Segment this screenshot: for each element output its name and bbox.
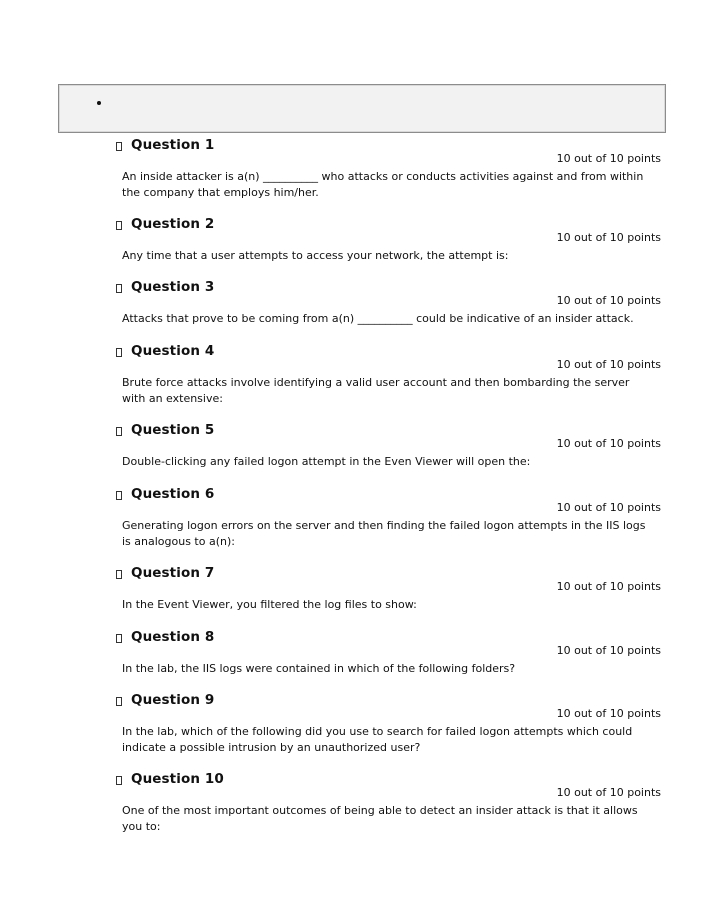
question-score: 10 out of 10 points [556,501,661,514]
question-score: 10 out of 10 points [556,707,661,720]
question-6 [116,486,662,550]
question-9 [116,692,662,756]
question-status-icon [116,634,122,643]
question-text: Any time that a user attempts to access your network, the attempt is: [122,249,509,262]
question-7 [116,565,662,613]
top-panel [58,84,666,133]
question-score: 10 out of 10 points [556,644,661,657]
question-title: Question 2 [131,216,215,232]
question-title: Question 9 [131,692,215,708]
question-status-icon [116,491,122,500]
question-status-icon [116,221,122,230]
question-4 [116,343,662,407]
question-text: In the lab, which of the following did you use to search for failed logon attempts which could indicate a possible intrusion by an unauthorized user? [122,725,633,754]
question-title: Question 6 [131,486,215,502]
question-3 [116,279,662,327]
question-title: Question 1 [131,137,215,153]
question-status-icon [116,776,122,785]
question-text: An inside attacker is a(n) __________ who attacks or conducts activities against and from within the company that employs him/her. [122,170,644,199]
question-text: In the lab, the IIS logs were contained in which of the following folders? [122,662,516,675]
question-1 [116,137,662,201]
question-title: Question 3 [131,279,215,295]
question-8 [116,629,662,677]
question-title: Question 8 [131,629,215,645]
question-score: 10 out of 10 points [556,294,661,307]
question-score: 10 out of 10 points [556,786,661,799]
question-title: Question 5 [131,422,215,438]
question-text: Attacks that prove to be coming from a(n) __________ could be indicative of an insider attack. [122,312,634,325]
question-status-icon [116,427,122,436]
question-title: Question 4 [131,343,215,359]
question-score: 10 out of 10 points [556,437,661,450]
question-text: One of the most important outcomes of being able to detect an insider attack is that it allows you to: [122,804,638,833]
question-score: 10 out of 10 points [556,358,661,371]
question-score: 10 out of 10 points [556,580,661,593]
question-score: 10 out of 10 points [556,231,661,244]
question-text: Generating logon errors on the server and then finding the failed logon attempts in the IIS logs is analogous to a(n): [122,519,646,548]
question-title: Question 10 [131,771,224,787]
question-text: Brute force attacks involve identifying a valid user account and then bombarding the server with an extensive: [122,376,630,405]
question-score: 10 out of 10 points [556,152,661,165]
question-status-icon [116,348,122,357]
question-status-icon [116,697,122,706]
question-2 [116,216,662,264]
question-title: Question 7 [131,565,215,581]
question-status-icon [116,284,122,293]
question-10 [116,771,662,835]
question-5 [116,422,662,470]
question-text: In the Event Viewer, you filtered the log files to show: [122,598,417,611]
question-status-icon [116,142,122,151]
question-status-icon [116,570,122,579]
bullet-icon [97,101,101,105]
question-text: Double-clicking any failed logon attempt in the Even Viewer will open the: [122,455,531,468]
